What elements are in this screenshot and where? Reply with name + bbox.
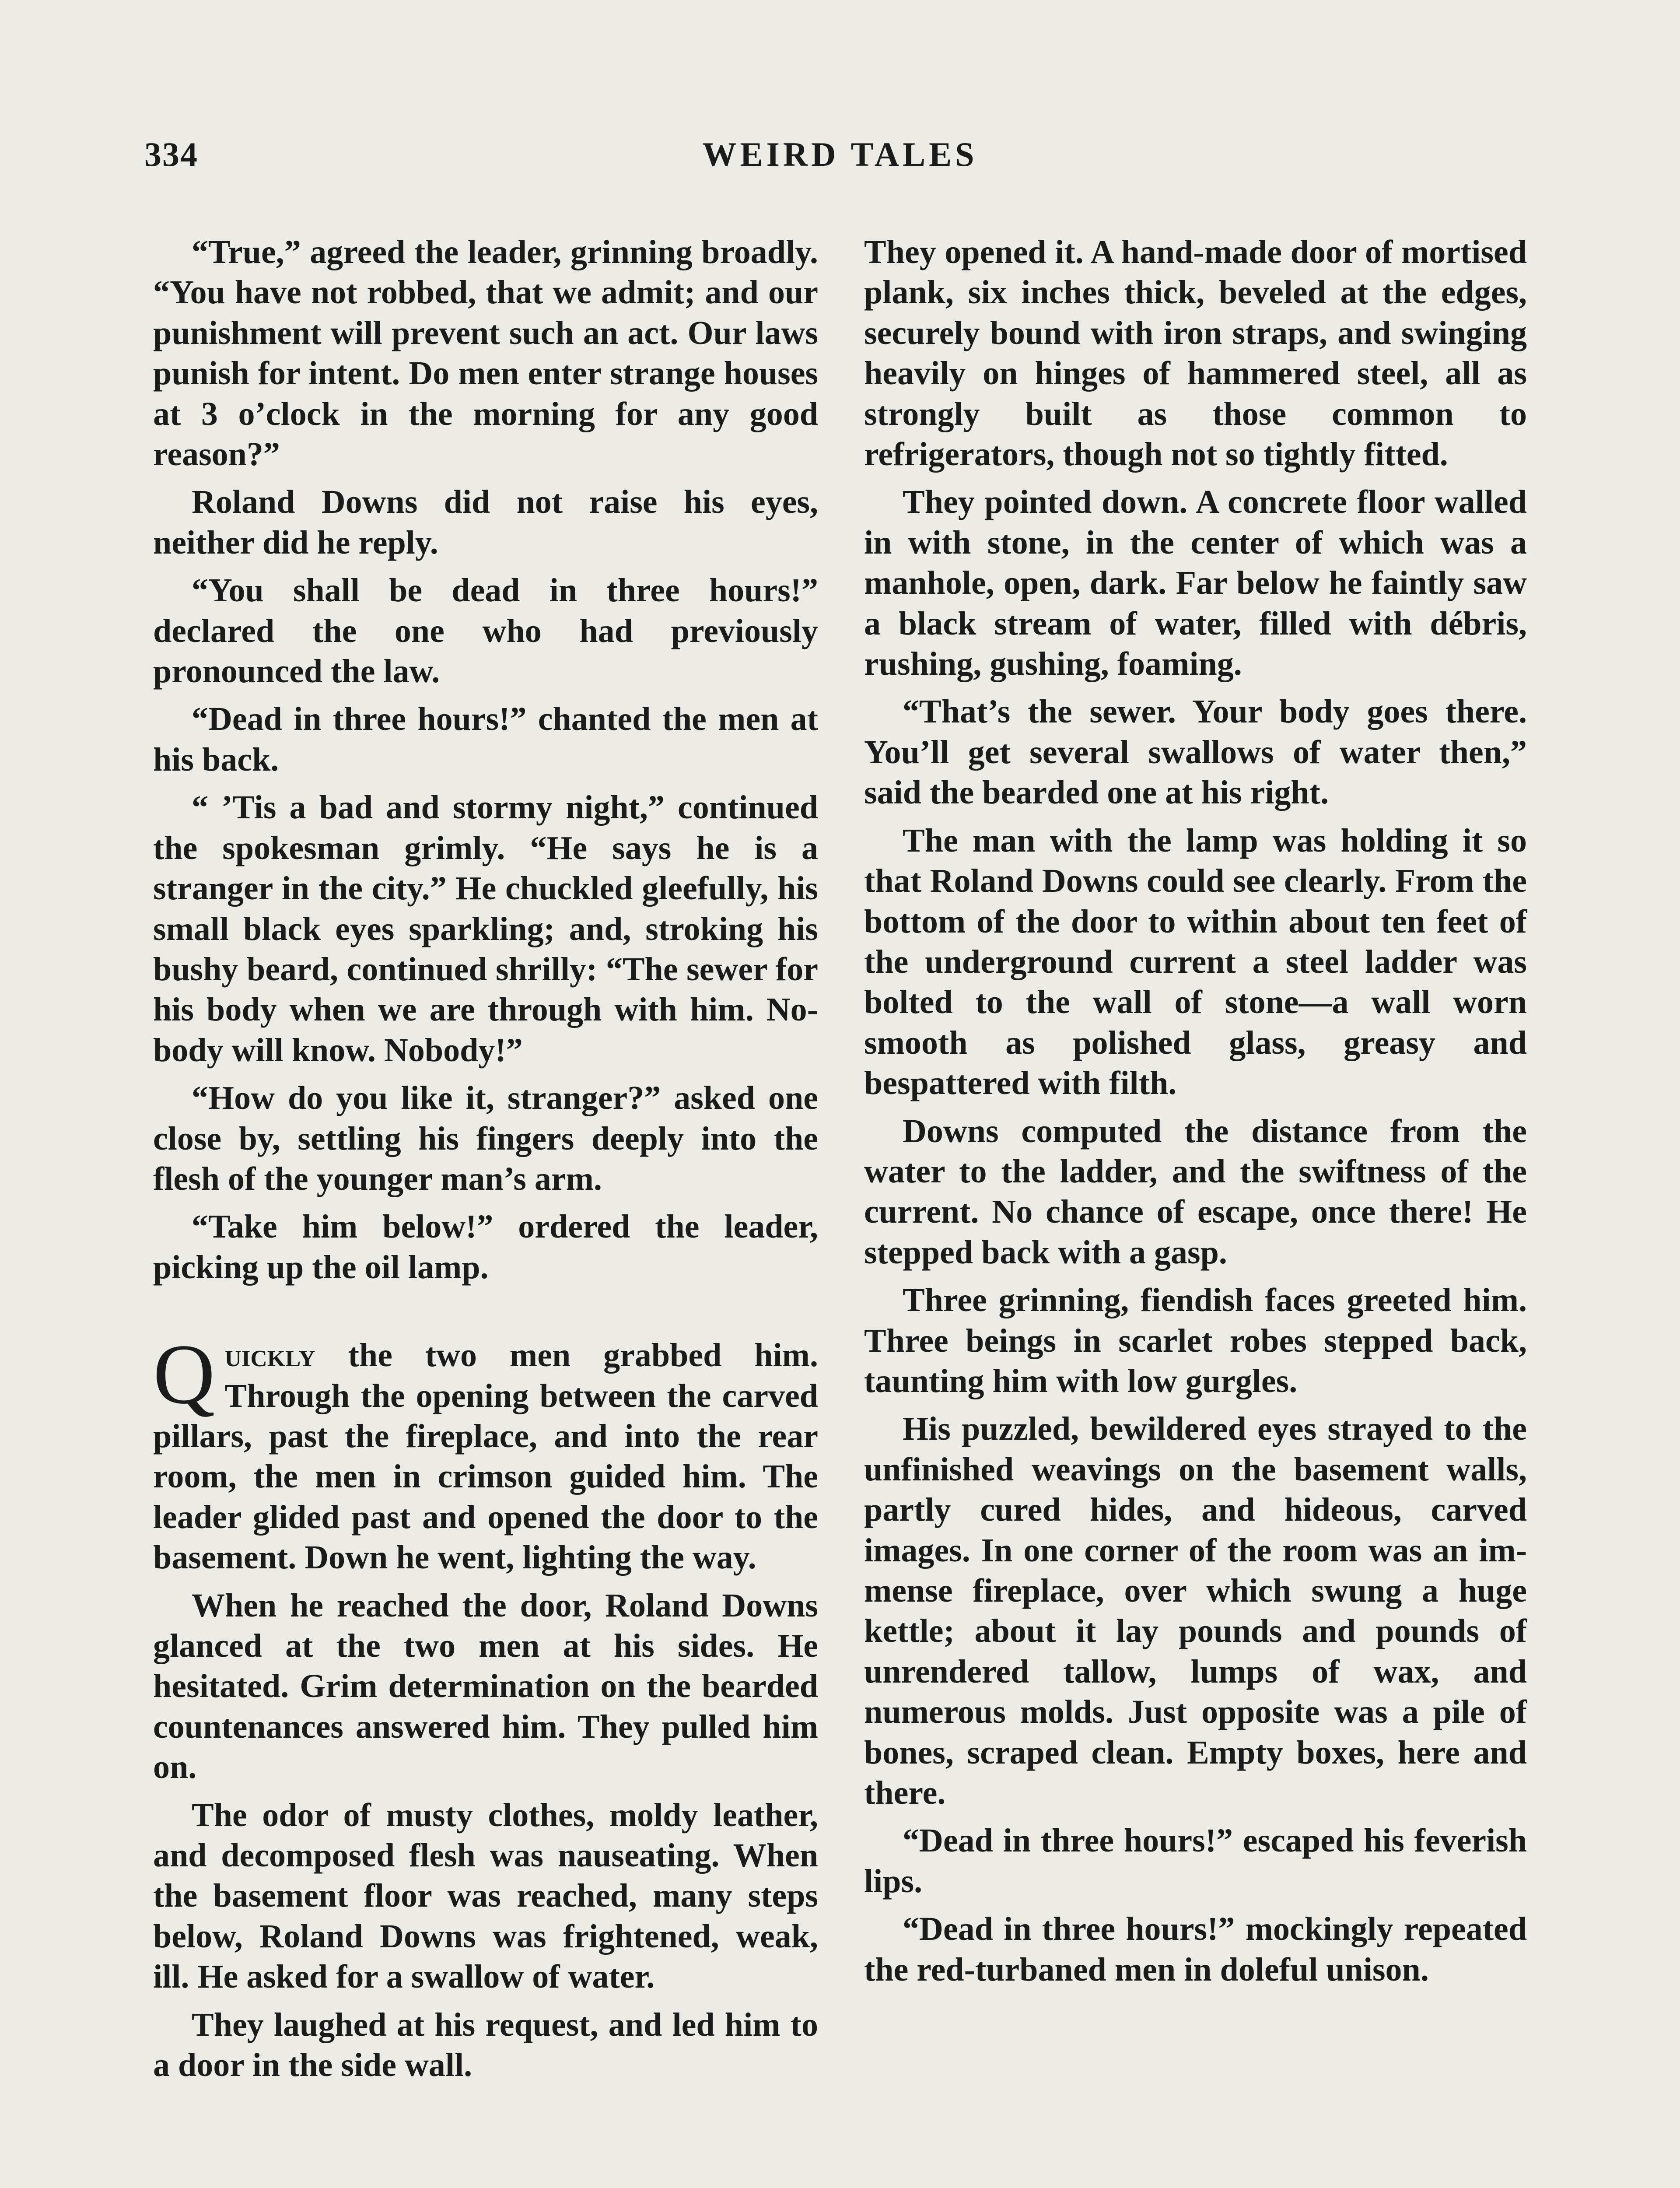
- paragraph: “That’s the sewer. Your body goes there. You’ll get several swallows of water then,” said the bearded one at his right.: [864, 693, 1527, 811]
- paragraph: “ ’Tis a bad and stormy night,” continued the spokesman grimly. “He says he is a stranger in the city.” He chuckled gleefully, his small black eyes sparkling; and, stroking his bushy beard, continued shrilly: “The sewer for his body when we are through with him. Nobody will know. Nobody!”: [153, 789, 818, 1069]
- page-number: 334: [144, 135, 198, 173]
- drop-cap-smallcaps: uickly: [224, 1337, 315, 1374]
- paragraph: They opened it. A hand-made door of mortised plank, six inches thick, beveled at the edges, securely bound with iron straps, and swinging heavily on hinges of hammered steel, all as strongly built as those common to refrigerators, though not so tightly fitted.: [864, 234, 1527, 473]
- paragraph: His puzzled, bewildered eyes strayed to the unfinished weavings on the basement walls, partly cured hides, and hideous, carved images. In one corner of the room was an immense fireplace, over which swung a huge kettle; about it lay pounds and pounds of unrendered tallow, lumps of wax, and numerous molds. Just opposite was a pile of bones, scraped clean. Empty boxes, here and there.: [864, 1410, 1527, 1812]
- dropcap-paragraph: [153, 1327, 818, 1578]
- drop-cap: Q: [153, 1327, 215, 1422]
- paragraph: They pointed down. A concrete floor walled in with stone, in the center of which was a manhole, open, dark. Far below he faintly saw a black stream of water, filled with débris, rushing, gushing, foaming.: [864, 484, 1527, 683]
- paragraph: Three grinning, fiendish faces greeted him. Three beings in scarlet robes stepped back, taunting him with low gurgles.: [864, 1282, 1527, 1399]
- paragraph: “You shall be dead in three hours!” declared the one who had previously pronounced the law.: [153, 572, 818, 690]
- paragraph: “How do you like it, stranger?” asked one close by, settling his fingers deeply into the flesh of the younger man’s arm.: [153, 1080, 818, 1197]
- magazine-title: WEIRD TALES: [702, 135, 978, 173]
- paragraph: “Dead in three hours!” chanted the men at his back.: [153, 701, 818, 778]
- paragraph: When he reached the door, Roland Downs glanced at the two men at his sides. He hesitated. Grim determination on the bearded countenances answered him. They pulled him on.: [153, 1587, 818, 1786]
- paragraph: “Dead in three hours!” mockingly repeated the red-turbaned men in doleful unison.: [864, 1911, 1527, 1988]
- paragraph: “Take him below!” ordered the leader, picking up the oil lamp.: [153, 1208, 818, 1286]
- section-break: [153, 1295, 818, 1335]
- paragraph: “Dead in three hours!” escaped his feverish lips.: [864, 1822, 1527, 1900]
- paragraph: Downs computed the distance from the water to the ladder, and the swiftness of the current. No chance of escape, once there! He stepped back with a gasp.: [864, 1112, 1527, 1271]
- left-column: [153, 232, 818, 2093]
- paragraph: “True,” agreed the leader, grinning broadly. “You have not robbed, that we admit; and our punishment will prevent such an act. Our laws punish for intent. Do men enter strange houses at 3 o’clock in the morning for any good reason?”: [153, 234, 818, 473]
- running-head: [144, 135, 1536, 183]
- paragraph: Roland Downs did not raise his eyes, neither did he reply.: [153, 484, 818, 561]
- dropcap-paragraph-text: the two men grabbed him. Through the opening between the carved pillars, past the fireplace, and into the rear room, the men in crimson guided him. The leader glided past and opened the door to the basement. Down he went, lighting the way.: [153, 1337, 818, 1576]
- right-column: [864, 232, 1527, 1997]
- paragraph: The man with the lamp was holding it so that Roland Downs could see clearly. From the bottom of the door to within about ten feet of the underground current a steel ladder was bolted to the wall of stone—a wall worn smooth as polished glass, greasy and bespattered with filth.: [864, 822, 1527, 1102]
- paragraph: They laughed at his request, and led him to a door in the side wall.: [153, 2006, 818, 2084]
- paragraph: The odor of musty clothes, moldy leather, and decomposed flesh was nauseating. When the basement floor was reached, many steps below, Roland Downs was frightened, weak, ill. He asked for a swallow of water.: [153, 1796, 818, 1995]
